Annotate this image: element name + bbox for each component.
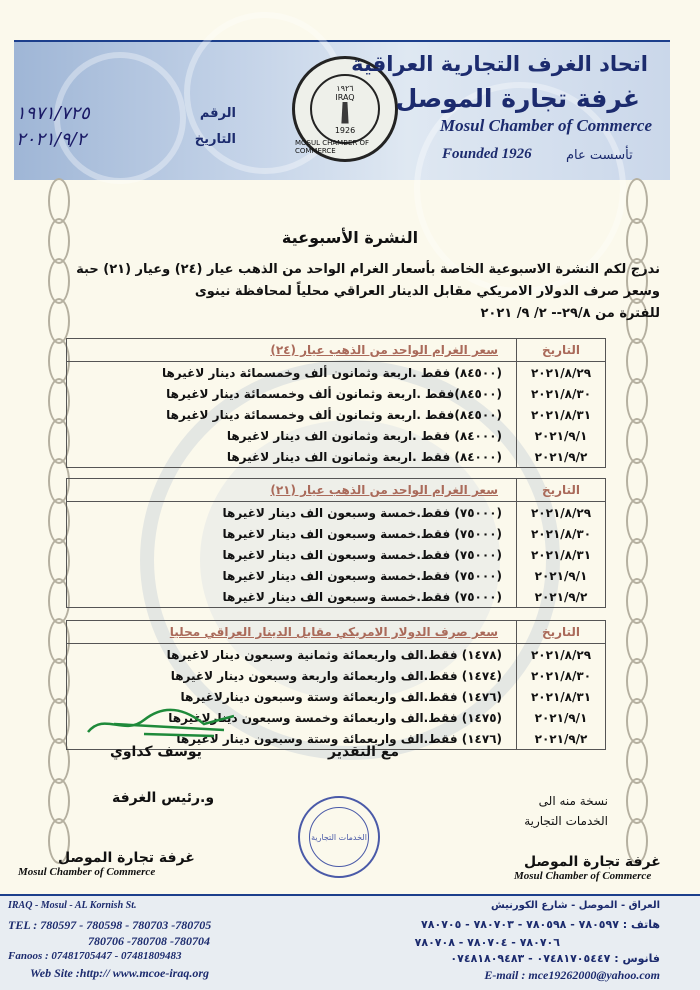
footer-fax-ar — [450, 952, 660, 965]
date-column-header: التاريخ — [516, 479, 605, 501]
reference-date-label: التاريخ — [194, 131, 236, 147]
row-date: ٢٠٢١/٨/٣١ — [516, 544, 605, 565]
table-header — [67, 621, 605, 644]
reference-box — [16, 100, 236, 152]
intro-line-3: للفترة من ٢٩/٨-- ٢/ ٩/ ٢٠٢١ — [480, 306, 660, 321]
value-column-header: سعر الغرام الواحد من الذهب عيار (٢١) — [270, 483, 498, 497]
table-row — [67, 665, 605, 686]
value-column-header: سعر صرف الدولار الامريكي مقابل الدينار العراقي محليا — [169, 625, 498, 639]
reference-date: ٢٠٢١/٩/٢ — [16, 128, 87, 150]
footer-fax-ar-value: ٠٧٤٨١٧٠٥٤٤٧ - ٠٧٤٨١٨٠٩٤٨٣ — [450, 952, 611, 965]
footer-tel-en-2: 780706 -780708 -780704 — [88, 934, 210, 948]
row-date: ٢٠٢١/٩/٢ — [516, 586, 605, 607]
signer-name: يوسف كداوي — [110, 744, 202, 760]
minaret-icon — [339, 102, 351, 124]
founded-en: Founded 1926 — [442, 146, 532, 162]
table-row — [67, 404, 605, 425]
footer-tel-en-1: TEL : 780597 - 780598 - 780703 -780705 — [8, 918, 212, 932]
row-value: (١٤٧٥) فقط.الف واربعمائة وخمسة وسبعون دينارلاغيرها — [168, 710, 502, 725]
intro-line-2: وسعر صرف الدولار الامريكي مقابل الدينار العراقي محلياً لمحافظة نينوى — [194, 284, 660, 299]
logo-left-ar: غرفة تجارة الموصل — [58, 850, 195, 866]
price-table — [66, 478, 606, 608]
footer-tel-ar-1-value: ٧٨٠٥٩٧ - ٧٨٠٥٩٨ - ٧٨٠٧٠٣ - ٧٨٠٧٠٥ — [421, 918, 619, 931]
signer-title: و.رئيس الغرفة — [112, 790, 215, 806]
regards-text: مع التقدير — [328, 744, 400, 760]
row-date: ٢٠٢١/٨/٣١ — [516, 686, 605, 707]
row-date: ٢٠٢١/٩/١ — [516, 565, 605, 586]
seal-iraq: IRAQ — [335, 92, 355, 102]
row-value: (٧٥٠٠٠) فقط.خمسة وسبعون الف دينار لاغيرها — [222, 526, 502, 541]
row-value: (٨٤٥٠٠) فقط .اربعة وثمانون ألف وخمسمائة دينار لاغيرها — [161, 365, 502, 380]
date-column-header: التاريخ — [516, 339, 605, 361]
handwritten-signature — [84, 702, 244, 742]
row-value: (٧٥٠٠٠) فقط.خمسة وسبعون الف دينار لاغيرها — [222, 505, 502, 520]
row-date: ٢٠٢١/٩/١ — [516, 425, 605, 446]
value-column-header: سعر الغرام الواحد من الذهب عيار (٢٤) — [270, 343, 498, 357]
footer-address-ar: العراق - الموصل - شارع الكورنيش — [490, 900, 660, 911]
footer-email[interactable]: E-mail : mce19262000@yahoo.com — [484, 968, 660, 982]
logo-left-en: Mosul Chamber of Commerce — [18, 866, 156, 878]
copy-to: نسخة منه الى — [538, 794, 608, 808]
row-value: (٨٤٠٠٠) فقط .اربعة وثمانون الف دينار لاغيرها — [226, 449, 502, 464]
union-name: اتحاد الغرف التجارية العراقية — [351, 52, 648, 76]
department-stamp — [298, 796, 380, 878]
seal-ring-text: MOSUL CHAMBER OF COMMERCE — [295, 139, 370, 155]
seal-year-en: 1926 — [334, 125, 356, 135]
row-value: (٧٥٠٠٠) فقط.خمسة وسبعون الف دينار لاغيرها — [222, 568, 502, 583]
price-table — [66, 338, 606, 468]
row-value: (٨٤٥٠٠)فقط .اربعة وثمانون ألف وخمسمائة دينار لاغيرها — [166, 386, 502, 401]
table-row — [67, 383, 605, 404]
row-value: (١٤٧٦) فقط.الف واربعمائة وستة وسبعون دينارلاغيرها — [180, 689, 502, 704]
copy-dept: الخدمات التجارية — [524, 814, 608, 828]
row-value: (١٤٧٤) فقط.الف واربعمائة واربعة وسبعون دينار لاغيرها — [170, 668, 502, 683]
footer-fax-ar-label: فانوس : — [614, 952, 660, 965]
row-date: ٢٠٢١/٩/٢ — [516, 446, 605, 467]
row-value: (١٤٧٨) فقط.الف واربعمائة وثمانية وسبعون دينار لاغيرها — [166, 647, 502, 662]
footer-band — [0, 894, 700, 990]
row-value: (٧٥٠٠٠) فقط.خمسة وسبعون الف دينار لاغيرها — [222, 589, 502, 604]
footer-tel-ar-2: ٧٨٠٧٠٦ - ٧٨٠٧٠٤ - ٧٨٠٧٠٨ — [414, 936, 560, 949]
row-value: (٨٤٠٠٠) فقط .اربعة وثمانون الف دينار لاغيرها — [226, 428, 502, 443]
row-date: ٢٠٢١/٨/٣٠ — [516, 383, 605, 404]
footer-tel-ar-label: هاتف : — [622, 918, 660, 931]
right-border-chain — [622, 178, 652, 868]
row-date: ٢٠٢١/٨/٢٩ — [516, 362, 605, 383]
table-row — [67, 644, 605, 665]
footer-address-en: IRAQ - Mosul - AL Kornish St. — [8, 900, 137, 911]
row-value: (٨٤٥٠٠)فقط .اربعة وثمانون ألف وخمسمائة دينار لاغيرها — [166, 407, 502, 422]
row-date: ٢٠٢١/٩/١ — [516, 707, 605, 728]
row-date: ٢٠٢١/٨/٢٩ — [516, 502, 605, 523]
table-row — [67, 502, 605, 523]
logo-right-ar: غرفة تجارة الموصل — [524, 854, 661, 870]
footer-fax-en: Fanoos : 07481705447 - 07481809483 — [8, 950, 182, 962]
reference-number-label: الرقم — [199, 105, 236, 121]
table-row — [67, 362, 605, 383]
row-value: (١٤٧٦) فقط.الف واربعمائة وستة وسبعون دينار لاغيرها — [176, 731, 502, 746]
footer-tel-ar-1 — [421, 918, 660, 931]
stamp-text: الخدمات التجارية — [309, 807, 369, 867]
table-row — [67, 565, 605, 586]
table-row — [67, 586, 605, 607]
seal-year: ١٩٢٦ — [336, 83, 354, 93]
table-row — [67, 523, 605, 544]
date-column-header: التاريخ — [516, 621, 605, 643]
footer-logo-left — [18, 850, 195, 878]
logo-right-en: Mosul Chamber of Commerce — [514, 870, 652, 882]
row-date: ٢٠٢١/٩/٢ — [516, 728, 605, 749]
table-header — [67, 339, 605, 362]
founded-ar: تأسست عام — [566, 148, 633, 163]
intro-line-1: ندرج لكم النشرة الاسبوعية الخاصة بأسعار الغرام الواحد من الذهب عيار (٢٤) وعيار (٢١) حبة — [76, 262, 660, 277]
bulletin-title: النشرة الأسبوعية — [281, 228, 419, 247]
reference-number: ١٩٧١/٧٢٥ — [16, 102, 90, 124]
row-date: ٢٠٢١/٨/٣١ — [516, 404, 605, 425]
row-date: ٢٠٢١/٨/٣٠ — [516, 665, 605, 686]
chamber-name-ar: غرفة تجارة الموصل — [395, 84, 640, 113]
table-row — [67, 446, 605, 467]
table-row — [67, 425, 605, 446]
row-date: ٢٠٢١/٨/٢٩ — [516, 644, 605, 665]
row-date: ٢٠٢١/٨/٣٠ — [516, 523, 605, 544]
chamber-name-en: Mosul Chamber of Commerce — [439, 116, 652, 135]
table-header — [67, 479, 605, 502]
footer-logo-right — [514, 854, 661, 882]
row-value: (٧٥٠٠٠) فقط.خمسة وسبعون الف دينار لاغيرها — [222, 547, 502, 562]
footer-website[interactable]: Web Site :http:// www.mcoe-iraq.org — [30, 966, 209, 980]
table-row — [67, 544, 605, 565]
